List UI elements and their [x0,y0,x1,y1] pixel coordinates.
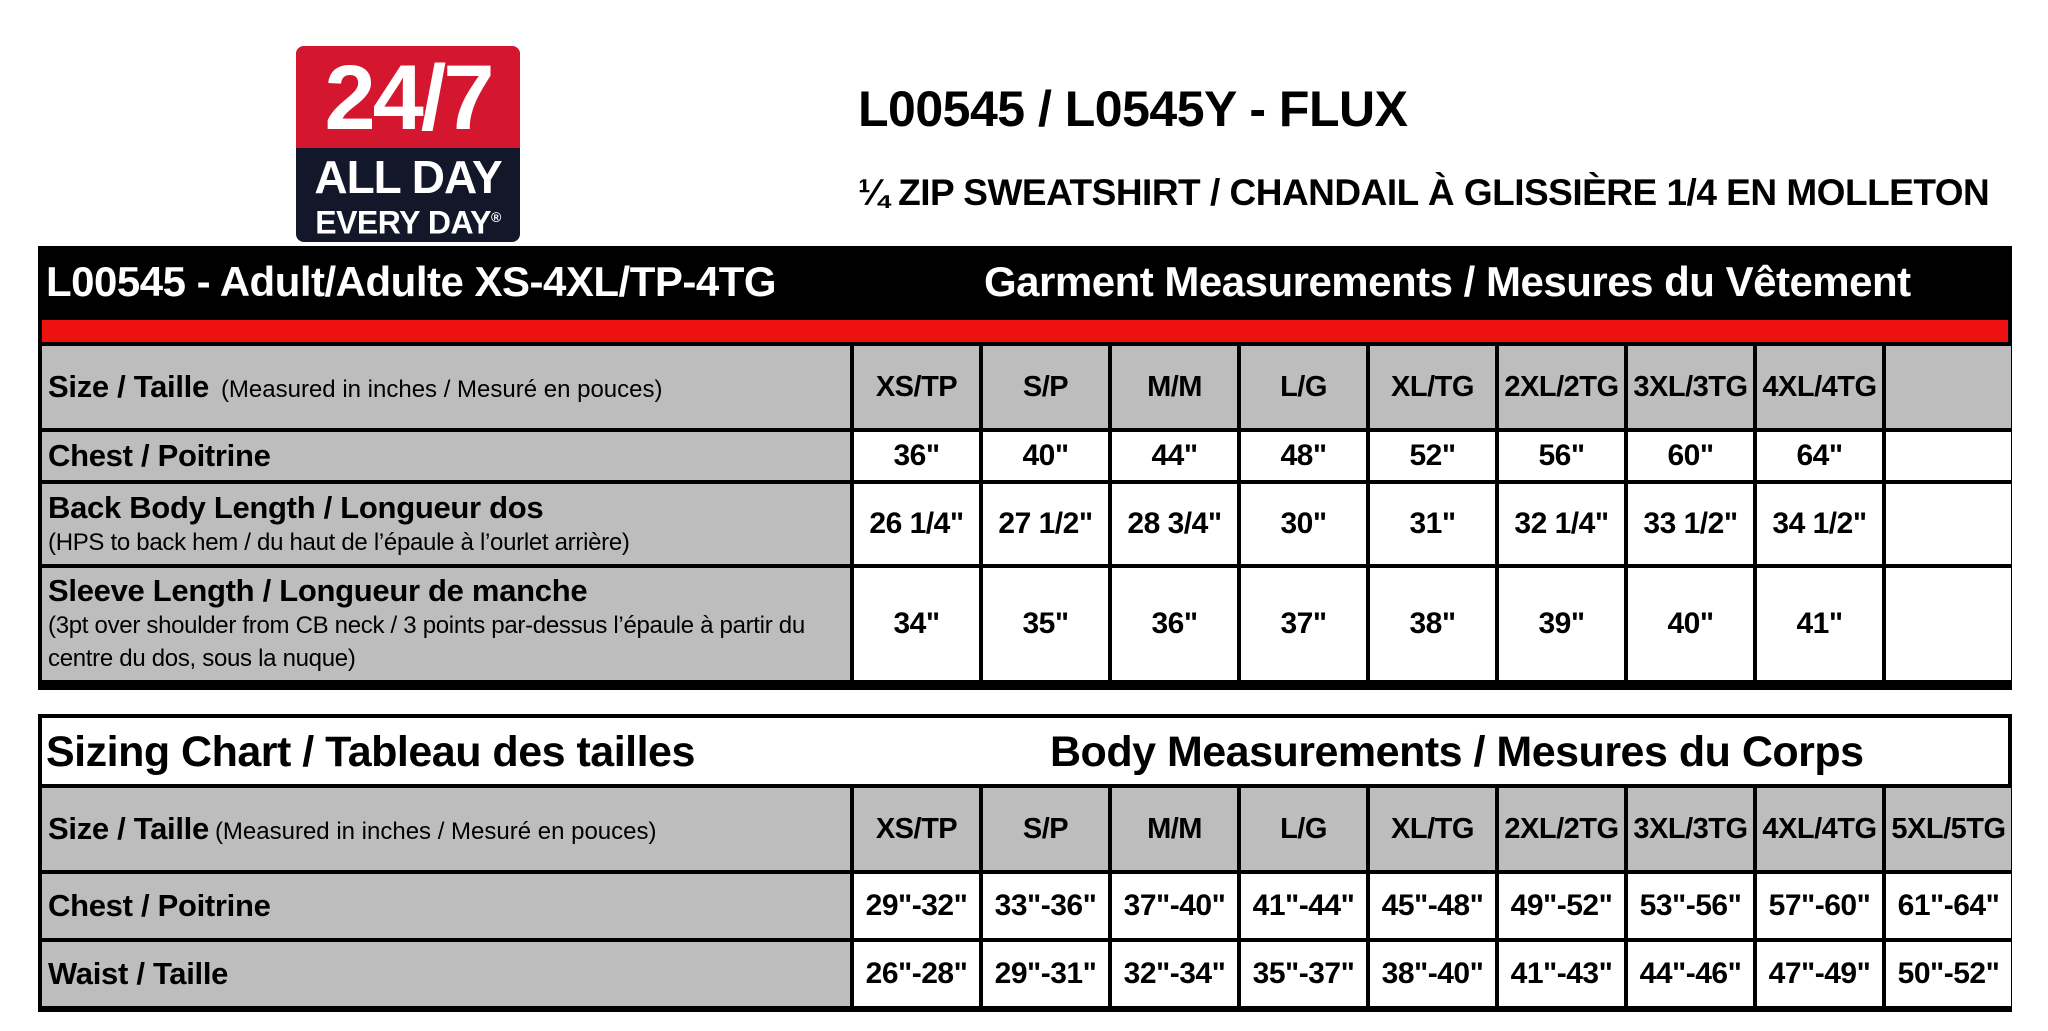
value-cell: 49"-52" [1499,874,1624,938]
body-size-row [42,788,2011,870]
garment-measurements-table [38,246,2012,690]
value-cell: 40" [983,432,1108,480]
row-label-cell [42,484,850,564]
garment-size-header: 4XL/4TG [1757,346,1882,428]
value-cell: 32"-34" [1112,942,1237,1006]
body-table-title: Body Measurements / Mesures du Corps [1050,728,1864,776]
body-size-note: (Measured in inches / Mesuré en pouces) [214,818,657,845]
body-size-header: S/P [983,788,1108,870]
table-row [42,568,2011,680]
value-cell: 39" [1499,568,1624,680]
row-label: Waist / Taille [48,956,229,991]
garment-size-header: S/P [983,346,1108,428]
value-cell: 41"-43" [1499,942,1624,1006]
body-size-header: L/G [1241,788,1366,870]
value-cell: 52" [1370,432,1495,480]
value-cell: 64" [1757,432,1882,480]
body-measurements-table [38,714,2012,1012]
body-size-header: 2XL/2TG [1499,788,1624,870]
value-cell-empty [1886,484,2011,564]
value-cell: 32 1/4" [1499,484,1624,564]
value-cell: 44" [1112,432,1237,480]
value-cell: 26 1/4" [854,484,979,564]
row-label: Sleeve Length / Longueur de manche [48,573,588,608]
body-size-header: M/M [1112,788,1237,870]
value-cell: 38"-40" [1370,942,1495,1006]
value-cell: 47"-49" [1757,942,1882,1006]
value-cell: 45"-48" [1370,874,1495,938]
garment-table-title: Garment Measurements / Mesures du Vêtement [984,258,1911,305]
table-row [42,432,2011,480]
value-cell: 41" [1757,568,1882,680]
value-cell: 28 3/4" [1112,484,1237,564]
garment-table-header [38,246,2012,320]
garment-size-note: (Measured in inches / Mesuré en pouces) [220,376,663,403]
value-cell: 31" [1370,484,1495,564]
value-cell: 29"-32" [854,874,979,938]
value-cell: 41"-44" [1241,874,1366,938]
body-size-header: 5XL/5TG [1886,788,2011,870]
product-title: L00545 / L0545Y - FLUX [858,81,1408,137]
value-cell: 50"-52" [1886,942,2011,1006]
value-cell: 38" [1370,568,1495,680]
garment-size-header-empty [1886,346,2011,428]
value-cell: 35" [983,568,1108,680]
body-table-header [42,718,2008,784]
garment-size-label-cell [42,346,850,428]
logo-line-2-text: EVERY DAY [315,204,491,241]
value-cell: 56" [1499,432,1624,480]
product-subtitle: ¼ ZIP SWEATSHIRT / CHANDAIL À GLISSIÈRE 1/4 EN MOLLETON [858,172,1990,213]
value-cell: 37"-40" [1112,874,1237,938]
body-size-header: XS/TP [854,788,979,870]
value-cell: 36" [854,432,979,480]
value-cell: 26"-28" [854,942,979,1006]
red-accent-bar [42,320,2008,342]
value-cell: 57"-60" [1757,874,1882,938]
row-label: Back Body Length / Longueur dos [48,489,544,525]
brand-logo [296,46,520,242]
body-size-label-cell [42,788,850,870]
value-cell: 33"-36" [983,874,1108,938]
row-label-cell [42,432,850,480]
value-cell: 40" [1628,568,1753,680]
logo-top-text: 24/7 [296,46,520,148]
table-row [42,484,2011,564]
value-cell: 36" [1112,568,1237,680]
value-cell: 29"-31" [983,942,1108,1006]
value-cell: 34 1/2" [1757,484,1882,564]
table-row [42,942,2011,1006]
garment-size-header: 3XL/3TG [1628,346,1753,428]
row-note: (HPS to back hem / du haut de l’épaule à l’ourlet arrière) [48,528,630,556]
garment-size-header: M/M [1112,346,1237,428]
garment-size-row [42,346,2011,428]
body-grid [38,784,2015,1010]
logo-tagline [296,148,520,240]
garment-table-model: L00545 - Adult/Adulte XS-4XL/TP-4TG [46,258,777,305]
row-label-cell [42,942,850,1006]
value-cell: 61"-64" [1886,874,2011,938]
value-cell: 33 1/2" [1628,484,1753,564]
garment-size-header: L/G [1241,346,1366,428]
logo-line-1: ALL DAY [314,151,502,203]
garment-size-label: Size / Taille [48,369,209,404]
body-size-label: Size / Taille [48,811,209,846]
row-note: (3pt over shoulder from CB neck / 3 points par-dessus l’épaule à partir du centre du dos, sous la nuque) [48,612,805,672]
body-size-header: XL/TG [1370,788,1495,870]
body-table-chart-title: Sizing Chart / Tableau des tailles [46,728,695,776]
garment-size-header: 2XL/2TG [1499,346,1624,428]
row-label-cell [42,568,850,680]
table-row [42,874,2011,938]
value-cell: 48" [1241,432,1366,480]
registered-mark: ® [490,209,501,225]
value-cell: 53"-56" [1628,874,1753,938]
row-label: Chest / Poitrine [48,438,271,473]
row-label-cell [42,874,850,938]
value-cell: 35"-37" [1241,942,1366,1006]
garment-grid [38,342,2015,684]
value-cell: 30" [1241,484,1366,564]
logo-line-2 [296,200,520,240]
body-size-header: 4XL/4TG [1757,788,1882,870]
value-cell-empty [1886,432,2011,480]
body-size-header: 3XL/3TG [1628,788,1753,870]
value-cell: 27 1/2" [983,484,1108,564]
value-cell: 34" [854,568,979,680]
value-cell-empty [1886,568,2011,680]
value-cell: 37" [1241,568,1366,680]
value-cell: 44"-46" [1628,942,1753,1006]
value-cell: 60" [1628,432,1753,480]
garment-size-header: XS/TP [854,346,979,428]
garment-size-header: XL/TG [1370,346,1495,428]
row-label: Chest / Poitrine [48,888,271,923]
